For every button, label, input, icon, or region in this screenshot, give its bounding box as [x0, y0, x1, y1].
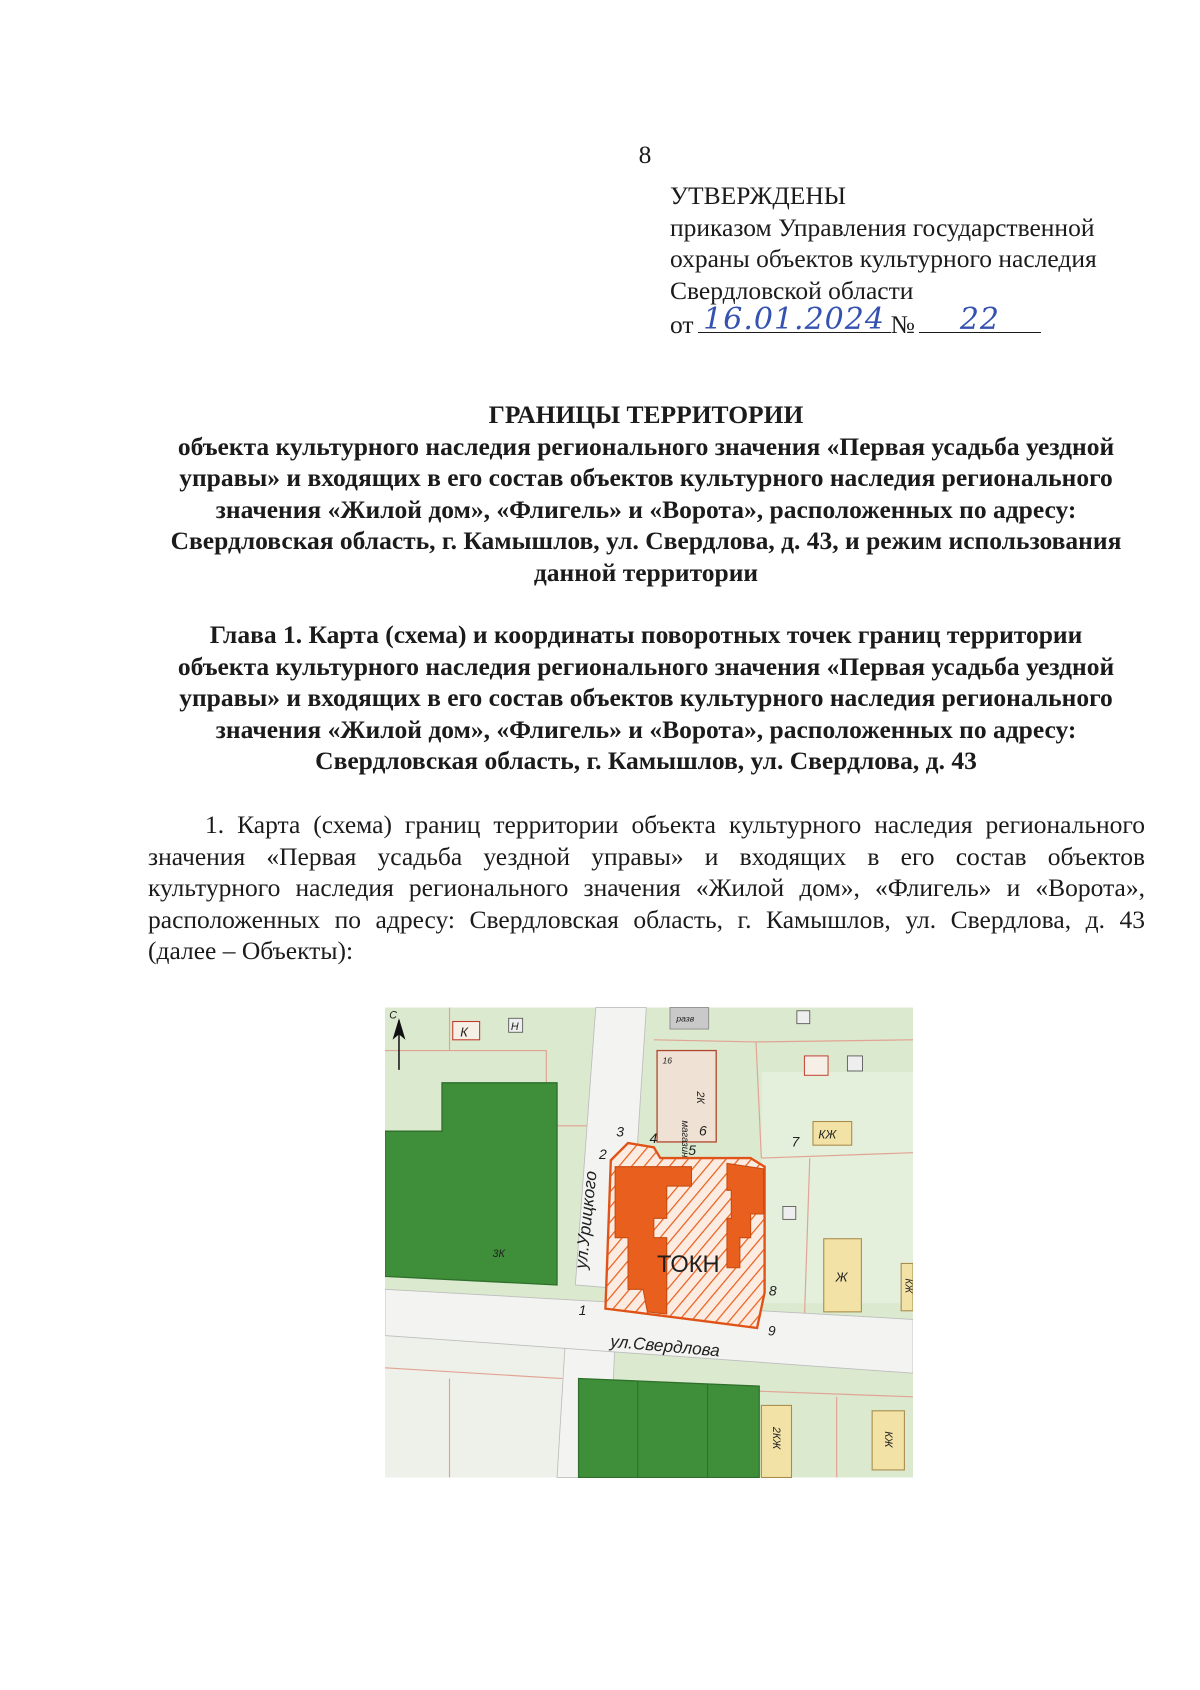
title-line: ГРАНИЦЫ ТЕРРИТОРИИ	[488, 400, 804, 429]
handwritten-number: 22	[959, 302, 1000, 338]
map-svg	[385, 1007, 913, 1478]
chapter-line: Свердловская область, г. Камышлов, ул. Свердлова, д. 43	[315, 746, 977, 776]
territory-map	[385, 1007, 913, 1478]
paragraph-line: значения «Первая усадьба уездной управы» и входящих в его состав объектов	[148, 841, 1145, 871]
point-label-6: 6	[699, 1122, 707, 1139]
street-label-sverdlova: ул.Свердлова	[609, 1330, 721, 1361]
chapter-line: Глава 1. Карта (схема) и координаты поворотных точек границ территории	[209, 620, 1083, 649]
building-2kzh-label: 2КЖ	[770, 1426, 783, 1450]
approval-line-authority: охраны объектов культурного наследия	[670, 244, 1097, 274]
point-label-3: 3	[616, 1123, 624, 1140]
point-label-5: 5	[688, 1141, 697, 1158]
document-title	[126, 399, 1166, 589]
page-number: 8	[638, 140, 652, 169]
approval-line-order: приказом Управления государственной	[670, 212, 1095, 242]
building-2k-label: 2К	[693, 1091, 706, 1104]
date-field	[698, 302, 891, 338]
building-n-east	[797, 1011, 810, 1024]
green-building-south	[579, 1379, 760, 1478]
north-label: С	[389, 1009, 398, 1022]
point-label-7: 7	[791, 1133, 800, 1150]
building-east-small-2	[847, 1056, 862, 1071]
building-3k-label: 3К	[492, 1248, 505, 1261]
point-label-9: 9	[767, 1322, 776, 1339]
building-magazin-label: магазин	[678, 1120, 690, 1158]
chapter-line: объекта культурного наследия регионального значения «Первая усадьба уездной	[177, 651, 1115, 681]
paragraph-line: (далее – Объекты):	[148, 936, 354, 966]
building-razv-label: разв	[676, 1013, 695, 1024]
building-zh-label: Ж	[835, 1269, 848, 1285]
chapter-line: значения «Жилой дом», «Флигель» и «Ворота», расположенных по адресу:	[215, 714, 1077, 744]
number-sign: №	[890, 310, 915, 340]
approval-from-label: от	[670, 310, 694, 340]
chapter-line: управы» и входящих в его состав объектов культурного наследия регионального	[179, 683, 1113, 713]
paragraph-line: культурного наследия регионального значения «Жилой дом», «Флигель» и «Ворота»,	[148, 873, 1145, 903]
title-line: Свердловская область, г. Камышлов, ул. Свердлова, д. 43, и режим использования	[170, 526, 1122, 556]
building-east-small-1	[804, 1056, 828, 1075]
title-line: управы» и входящих в его состав объектов культурного наследия регионального	[179, 463, 1113, 493]
number-field	[919, 302, 1041, 338]
paragraph-line: 1. Карта (схема) границ территории объекта культурного наследия регионального	[205, 810, 1145, 839]
street-label-uritskogo: ул.Урицкого	[570, 1169, 601, 1270]
paragraph-line: расположенных по адресу: Свердловская область, г. Камышлов, ул. Свердлова, д. 43	[148, 904, 1145, 934]
building-n-yard	[783, 1206, 796, 1219]
chapter-heading	[126, 619, 1166, 777]
building-n-label: Н	[510, 1021, 519, 1034]
approval-block	[670, 180, 1150, 338]
building-kzh-right-label: КЖ	[902, 1278, 913, 1294]
building-kzh-bottom-label: КЖ	[882, 1431, 895, 1448]
paragraph-1	[148, 809, 1145, 967]
point-label-8: 8	[768, 1282, 777, 1299]
point-label-2: 2	[598, 1146, 607, 1163]
handwritten-date: 16.01.2024	[703, 302, 885, 338]
title-line: значения «Жилой дом», «Флигель» и «Ворота», расположенных по адресу:	[215, 494, 1077, 524]
approval-heading: УТВЕРЖДЕНЫ	[670, 181, 846, 210]
building-k-label: К	[460, 1024, 468, 1040]
point-label-1: 1	[578, 1302, 587, 1319]
approval-line-region: Свердловской области	[670, 275, 914, 305]
building-16-label: 16	[662, 1055, 673, 1066]
building-kzh-top-label: КЖ	[818, 1127, 837, 1142]
title-line: объекта культурного наследия регионального значения «Первая усадьба уездной	[177, 431, 1115, 461]
object-label-tokn: ТОКН	[656, 1252, 720, 1279]
point-label-4: 4	[649, 1130, 658, 1147]
title-line: данной территории	[533, 557, 759, 587]
approval-date-number-line	[670, 302, 1150, 340]
parcel-lower-left	[385, 1330, 568, 1477]
